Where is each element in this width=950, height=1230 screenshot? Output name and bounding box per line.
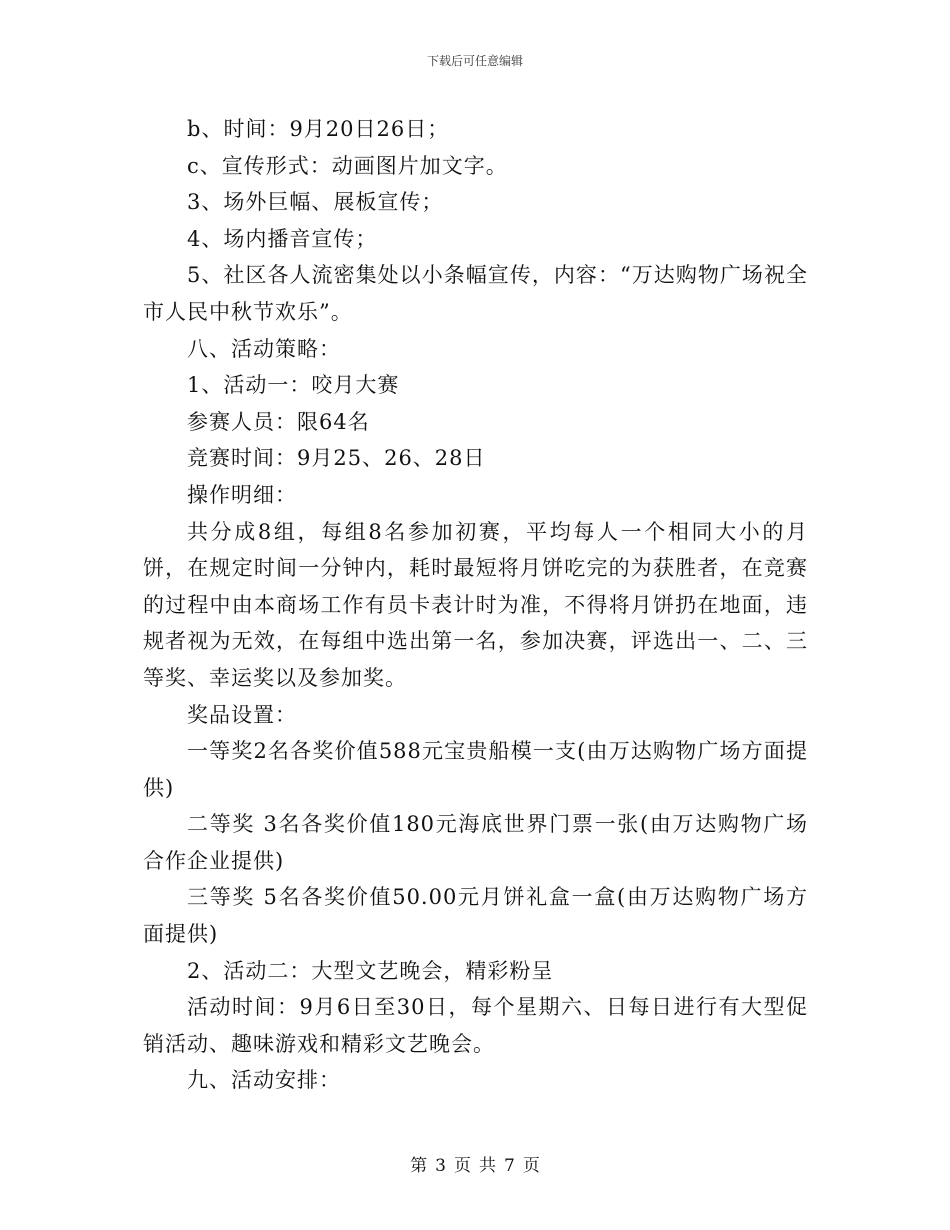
section-heading: 九、活动安排：: [187, 1068, 341, 1093]
page-number: 3: [435, 1156, 446, 1176]
paragraph: 操作明细：: [187, 482, 297, 507]
paragraph: 3、场外巨幅、展板宣传；: [187, 190, 444, 215]
paragraph: b、时间：9月20日26日；: [187, 117, 450, 141]
page-footer: [0, 1155, 950, 1177]
footer-total-word: 共: [479, 1156, 496, 1176]
footer-prefix: 第: [410, 1156, 428, 1176]
paragraph: 竞赛时间：9月25、26、28日: [187, 446, 486, 471]
paragraph: 2、活动二：大型文艺晚会，精彩粉呈: [187, 958, 554, 983]
paragraph: 奖品设置：: [187, 702, 297, 727]
document-body: [143, 111, 808, 1099]
paragraph: 三等奖 5名各奖价值50.00元月饼礼盒一盒(由万达购物广场方面提供): [143, 885, 808, 947]
footer-suffix: 页: [522, 1156, 540, 1176]
paragraph: 1、活动一：咬月大赛: [187, 373, 400, 398]
footer-page-word: 页: [454, 1156, 471, 1176]
paragraph: 活动时间：9月6日至30日，每个星期六、日每日进行有大型促销活动、趣味游戏和精彩文艺晚会。: [143, 995, 808, 1056]
section-heading: 八、活动策略：: [187, 336, 341, 361]
page-header: 下载后可任意编辑: [426, 54, 523, 68]
paragraph: 一等奖2名各奖价值588元宝贵船模一支(由万达购物广场方面提供): [143, 739, 808, 800]
paragraph: 4、场内播音宣传；: [187, 226, 378, 251]
total-pages: 7: [504, 1156, 515, 1176]
paragraph: 二等奖 3名各奖价值180元海底世界门票一张(由万达购物广场合作企业提供): [143, 812, 808, 873]
paragraph: 参赛人员：限64名: [187, 409, 370, 434]
paragraph: 5、社区各人流密集处以小条幅宣传，内容：“万达购物广场祝全市人民中秋节欢乐”。: [143, 263, 808, 324]
paragraph: c、宣传形式：动画图片加文字。: [187, 153, 508, 178]
paragraph: 共分成8组，每组8名参加初赛，平均每人一个相同大小的月饼，在规定时间一分钟内，耗时最短将月饼吃完的为获胜者，在竞赛的过程中由本商场工作有员卡表计时为准，不得将月饼扔在地面，违规者视为无效，在每组中选出第一名，参加决赛，评选出一、二、三等奖、幸运奖以及参加奖。: [143, 519, 808, 690]
